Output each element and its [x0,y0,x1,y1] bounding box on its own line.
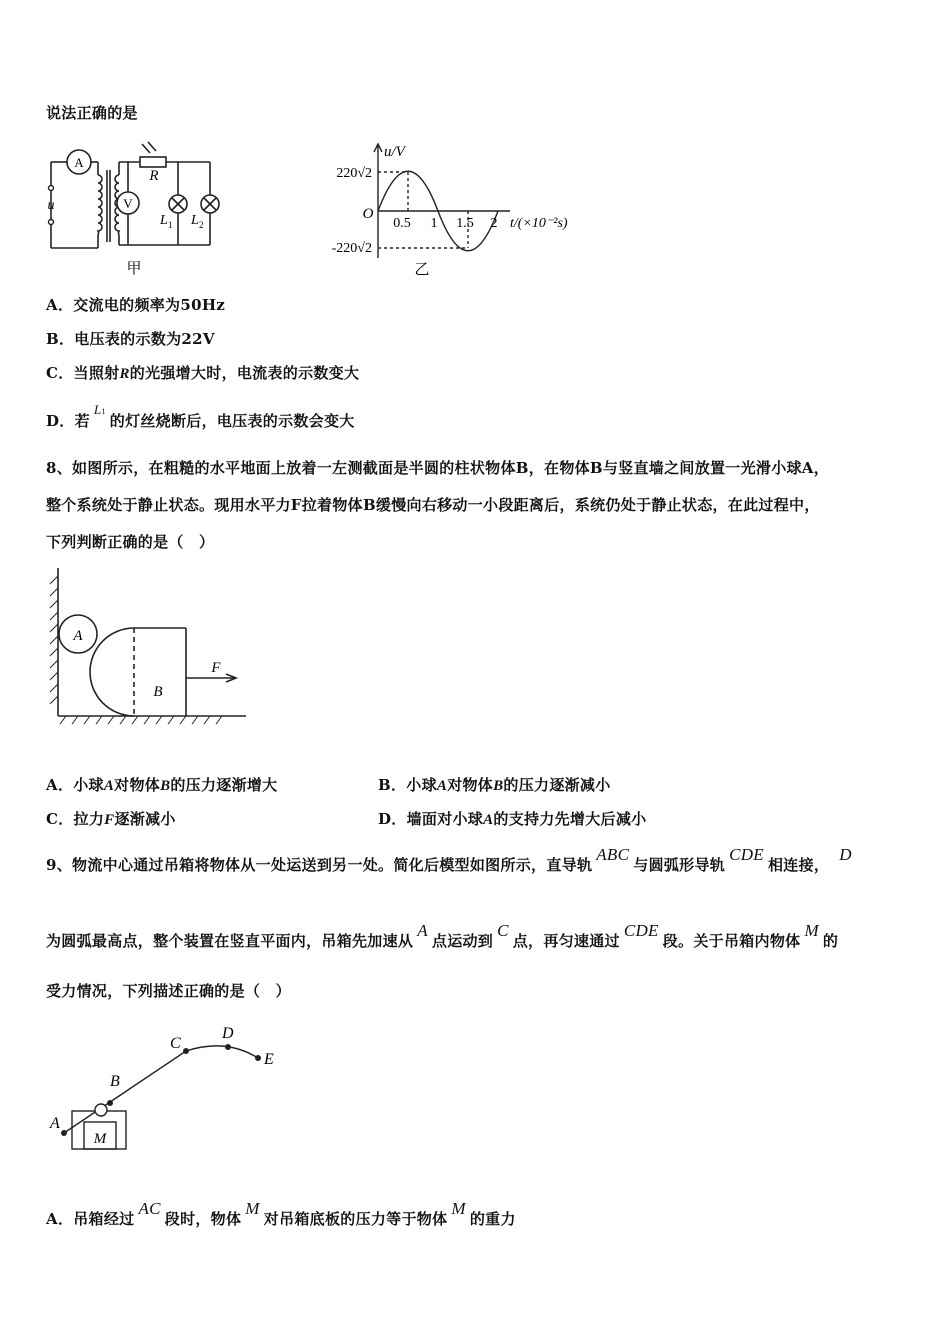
q7-voltage-graph [310,138,600,278]
q7-option-b: B．电压表的示数为22V [46,330,215,348]
q8-option-c: C．拉力F逐渐减小 [46,810,176,828]
q8-stem-line3: 下列判断正确的是（ ） [46,533,215,551]
q8-figure [46,566,256,726]
graph-ymin-label: -220√2 [331,241,372,256]
q7-option-a: A．交流电的频率为50Hz [46,296,226,314]
force-f-label: F [211,660,221,676]
graph-origin-label: O [362,206,374,222]
fig-yi-caption: 乙 [414,262,430,278]
q8-stem-line1: 8、如图所示，在粗糙的水平地面上放着一左测截面是半圆的柱状物体B，在物体B与竖直墙之间放置一光滑小球A， [46,459,830,477]
graph-x-tick: 1 [430,216,438,231]
point-c-label: C [170,1035,181,1052]
q9-stem-line2: 为圆弧最高点，整个装置在竖直平面内，吊箱先加速从A点运动到C点，再匀速通过CDE段。关于吊箱内物体M的 [46,921,839,950]
graph-ymax-label: 220√2 [336,166,372,181]
point-b-label: B [110,1073,120,1090]
ammeter-label: A [74,155,84,170]
fig-jia-caption: 甲 [126,261,142,277]
graph-x-tick: 1.5 [456,216,474,231]
voltmeter-label: V [123,196,133,211]
q7-option-c: C．当照射R的光强增大时，电流表的示数变大 [46,364,360,382]
q7-circuit-figure [42,140,232,280]
ball-a-label: A [73,628,83,644]
lamp1-label: L [160,213,168,228]
point-a-label: A [50,1115,60,1132]
q8-stem-line2: 整个系统处于静止状态。现用水平力F拉着物体B缓慢向右移动一小段距离后，系统仍处于静止状态，在此过程中， [46,496,820,514]
q8-option-b: B．小球A对物体B的压力逐渐减小 [378,776,611,794]
graph-x-tick: 0.5 [393,216,411,231]
q7-stem-tail: 说法正确的是 [46,104,138,122]
q9-stem-line3: 受力情况，下列描述正确的是（ ） [46,982,291,1000]
q9-stem-line1: 9、物流中心通过吊箱将物体从一处运送到另一处。简化后模型如图所示，直导轨ABC与圆弧形导轨CDE相连接，D [46,845,852,874]
q8-option-a: A．小球A对物体B的压力逐渐增大 [46,776,278,794]
q9-option-a: A．吊箱经过AC段时，物体M对吊箱底板的压力等于物体M的重力 [46,1199,516,1228]
lamp2-sub: 2 [199,220,204,230]
q7-option-d: D．若L1的灯丝烧断后，电压表的示数会变大 [46,402,355,430]
lamp2-label: L [191,213,199,228]
source-label: u [47,198,55,213]
graph-y-label: u/V [384,144,405,160]
graph-x-label: t/(×10⁻²s) [510,216,568,231]
graph-x-tick: 2 [490,216,498,231]
box-m-label: M [93,1131,107,1147]
resistor-label: R [149,168,159,184]
lamp1-sub: 1 [168,220,173,230]
q9-figure [46,1018,296,1158]
point-e-label: E [264,1051,274,1068]
point-d-label: D [222,1025,234,1042]
block-b-label: B [153,684,163,700]
q8-option-d: D．墙面对小球A的支持力先增大后减小 [378,810,647,828]
